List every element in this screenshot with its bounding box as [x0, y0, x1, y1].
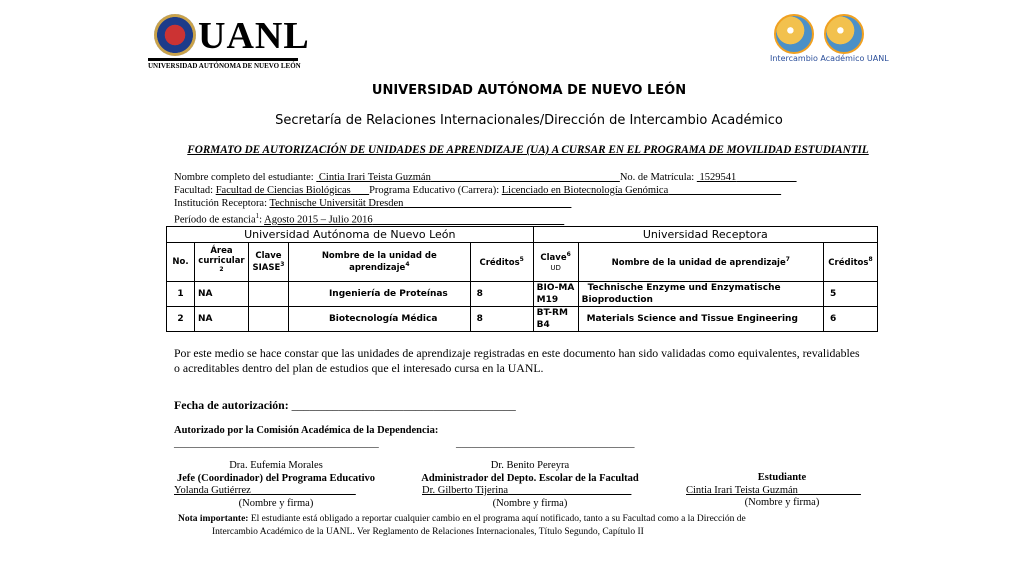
- cell-area: NA: [194, 282, 248, 307]
- mid-signer-role: Administrador del Depto. Escolar de la Facultad: [421, 472, 639, 484]
- cell-clave-receptora: BIO-MA M19: [533, 282, 578, 307]
- department-title: Secretaría de Relaciones Internacionales/Dirección de Intercambio Académico: [275, 113, 783, 128]
- cell-creditos: 8: [470, 307, 533, 332]
- cell-creditos-receptora: 6: [823, 307, 877, 332]
- cell-no: 1: [167, 282, 195, 307]
- institucion-line: [174, 197, 571, 210]
- fecha-label: Fecha de autorización:: [174, 398, 292, 412]
- col-header-clave-ud: Clave$^6$ UD: [533, 243, 578, 282]
- col-header-nombre-ua-receptora: Nombre de la unidad de aprendizaje$^7$: [578, 243, 823, 282]
- left-nombre-firma: (Nombre y firma): [238, 497, 314, 509]
- cell-no: 2: [167, 307, 195, 332]
- table-group-uanl: Universidad Autónoma de Nuevo León: [167, 227, 534, 243]
- cell-creditos-receptora: 5: [823, 282, 877, 307]
- globe-icon: [824, 14, 864, 54]
- note-line: El estudiante está obligado a reportar cualquier cambio en el programa aquí notificado, tanto a su Facultad como a la Dirección de: [248, 514, 746, 524]
- intercambio-logo: [768, 14, 889, 64]
- uanl-logo-subtitle: UNIVERSIDAD AUTÓNOMA DE NUEVO LEÓN: [148, 62, 301, 70]
- mid-signed-line: Dr. Gilberto Tijerina: [422, 485, 509, 496]
- mid-signer-name: Dr. Benito Pereyra: [490, 460, 570, 471]
- form-title: FORMATO DE AUTORIZACIÓN DE UNIDADES DE APRENDIZAJE (UA) A CURSAR EN EL PROGRAMA DE MOVILIDAD ESTUDIANTIL: [187, 144, 869, 156]
- matricula-value: 1529541: [699, 172, 737, 183]
- periodo-value: Agosto 2015 – Julio 2016: [264, 214, 373, 226]
- institucion-label: Institución Receptora:: [174, 198, 270, 209]
- facultad-line: [174, 184, 781, 197]
- right-signed-line: Cintia Irari Teista Guzmán: [686, 484, 798, 496]
- note-label: Nota importante:: [178, 514, 249, 524]
- periodo-label: Período de estancia: [174, 214, 256, 226]
- student-name-line: [174, 171, 797, 184]
- periodo-line: Período de estancia$^1$: Agosto 2015 – Julio 2016: [174, 210, 564, 227]
- paragraph-line: o acreditables dentro del plan de estudios que el interesado cursa en la UANL.: [174, 361, 544, 375]
- cell-clave: [248, 282, 288, 307]
- validation-paragraph: [174, 346, 864, 376]
- signature-left: [168, 460, 384, 510]
- logo-divider: [148, 58, 298, 61]
- university-title: UNIVERSIDAD AUTÓNOMA DE NUEVO LEÓN: [371, 83, 687, 98]
- facultad-label: Facultad:: [174, 185, 216, 196]
- uanl-seal-icon: [154, 14, 196, 56]
- institucion-value: Technische Universität Dresden: [269, 198, 404, 209]
- matricula-label: No. de Matrícula:: [619, 172, 697, 183]
- student-name-label: Nombre completo del estudiante:: [174, 172, 317, 183]
- cell-nombre-receptora: Materials Science and Tissue Engineering: [578, 307, 823, 332]
- fecha-blank: ______________________________________: [291, 398, 516, 412]
- programa-label: Programa Educativo (Carrera):: [369, 185, 502, 196]
- important-note: [178, 513, 746, 539]
- left-signer-role: Jefe (Coordinador) del Programa Educativo: [176, 472, 376, 484]
- cell-nombre-receptora: Technische Enzyme und Enzymatische Bioproduction: [578, 282, 823, 307]
- fecha-autorizacion: [174, 398, 516, 413]
- right-signer-role: Estudiante: [757, 472, 807, 483]
- left-signed-line: Yolanda Gutiérrez: [174, 485, 251, 496]
- signature-mid: [412, 460, 648, 510]
- signature-blank-mid: __________________________________: [456, 438, 635, 449]
- mid-nombre-firma: (Nombre y firma): [492, 497, 568, 509]
- uanl-wordmark: UANL: [198, 15, 310, 57]
- cell-creditos: 8: [470, 282, 533, 307]
- cell-nombre: Ingeniería de Proteínas: [288, 282, 470, 307]
- col-header-creditos: Créditos$^5$: [470, 243, 533, 282]
- col-header-creditos-receptora: Créditos$^8$: [823, 243, 877, 282]
- mobility-table: [166, 226, 878, 332]
- paragraph-line: Por este medio se hace constar que las unidades de aprendizaje registradas en este documento han sido validadas como equivalentes, revalidables: [174, 346, 860, 360]
- student-name-value: Cintia Irari Teista Guzmán: [318, 172, 431, 183]
- intercambio-caption: Intercambio Académico UANL: [770, 54, 889, 63]
- cell-area: NA: [194, 307, 248, 332]
- programa-value: Licenciado en Biotecnología Genómica: [501, 185, 669, 196]
- col-header-nombre-ua: Nombre de la unidad de aprendizaje$^4$: [288, 243, 470, 282]
- left-signer-name: Dra. Eufemia Morales: [229, 460, 323, 471]
- globe-icon: [774, 14, 814, 54]
- facultad-value: Facultad de Ciencias Biológicas: [215, 185, 351, 196]
- col-header-area: Área curricular $^2$: [194, 243, 248, 282]
- signature-right: [682, 472, 882, 510]
- table-row: [167, 307, 878, 332]
- uanl-logo: [148, 12, 310, 70]
- note-line: Intercambio Académico de la UANL. Ver Reglamento de Relaciones Internacionales, Título Segundo, Capítulo II: [212, 527, 644, 537]
- cell-clave: [248, 307, 288, 332]
- col-header-no: No.: [167, 243, 195, 282]
- signature-blank-left: _______________________________________: [174, 438, 379, 449]
- cell-nombre: Biotecnología Médica: [288, 307, 470, 332]
- table-group-receptora: Universidad Receptora: [533, 227, 877, 243]
- table-row: [167, 282, 878, 307]
- right-nombre-firma: (Nombre y firma): [744, 497, 820, 508]
- col-header-clave-siase: Clave SIASE$^3$: [248, 243, 288, 282]
- autorizado-label: Autorizado por la Comisión Académica de la Dependencia:: [174, 425, 439, 436]
- cell-clave-receptora: BT-RM B4: [533, 307, 578, 332]
